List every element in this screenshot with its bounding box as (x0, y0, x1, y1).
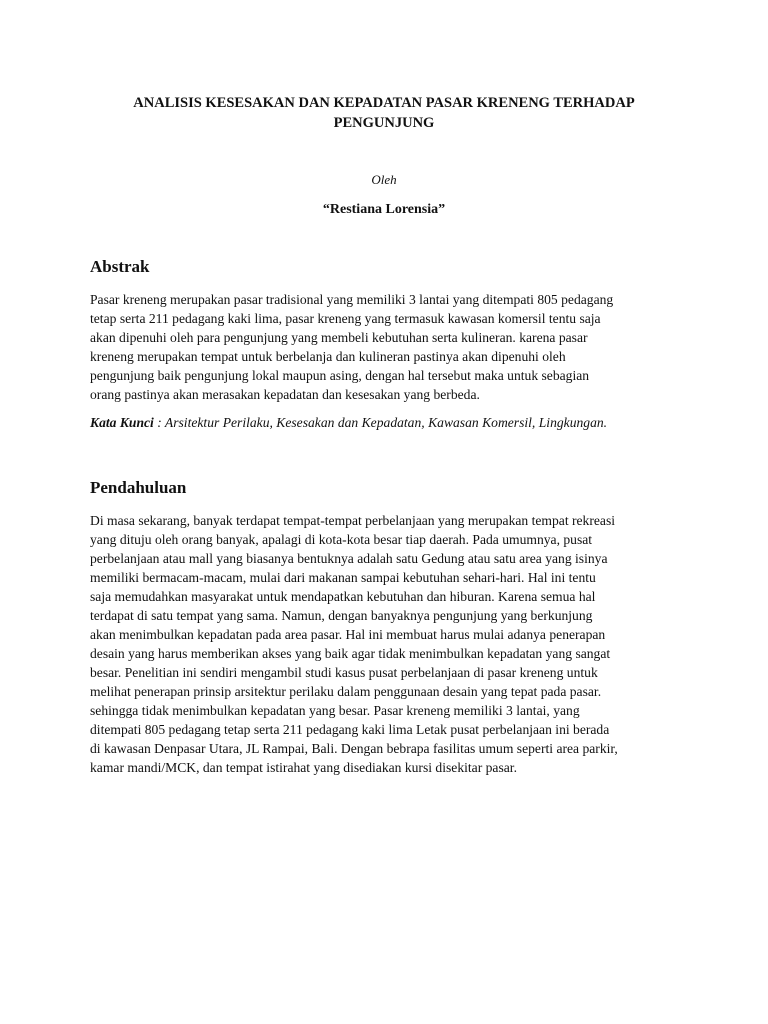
introduction-line: akan menimbulkan kepadatan pada area pasar. Hal ini membuat harus mulai adanya penerapan (90, 627, 606, 642)
paper-title-line-2: PENGUNJUNG (333, 115, 435, 131)
introduction-line: yang dituju oleh orang banyak, apalagi di kota-kota besar tiap daerah. Pada umumnya, pusat (90, 532, 593, 547)
byline-oleh: Oleh (371, 172, 397, 187)
abstract-line: pengunjung baik pengunjung lokal maupun asing, dengan hal tersebut maka untuk sebagian (90, 368, 590, 383)
introduction-line: ditempati 805 pedagang tetap serta 211 pedagang kaki lima Letak pusat perbelanjaan ini berada (90, 722, 610, 737)
introduction-paragraph (90, 511, 680, 777)
keywords-label: Kata Kunci (90, 415, 154, 430)
introduction-line: Di masa sekarang, banyak terdapat tempat-tempat perbelanjaan yang merupakan tempat rekreasi (90, 513, 616, 528)
abstract-line: Pasar kreneng merupakan pasar tradisional yang memiliki 3 lantai yang ditempati 805 pedagang (90, 292, 614, 307)
introduction-line: sehingga tidak menimbulkan kepadatan yang besar. Pasar kreneng memiliki 3 lantai, yang (90, 703, 580, 718)
introduction-line: di kawasan Denpasar Utara, JL Rampai, Bali. Dengan bebrapa fasilitas umum seperti area parkir, (90, 741, 618, 756)
keywords-line (90, 413, 690, 432)
introduction-line: besar. Penelitian ini sendiri mengambil studi kasus pusat perbelanjaan di pasar kreneng untuk (90, 665, 598, 680)
introduction-line: saja memudahkan masyarakat untuk mendapatkan kebutuhan dan hiburan. Karena semua hal (90, 589, 596, 604)
paper-title (90, 93, 678, 133)
abstract-line: kreneng merupakan tempat untuk berbelanja dan kulineran pastinya akan dipenuhi oleh (90, 349, 566, 364)
introduction-line: memiliki bermacam-macam, mulai dari makanan sampai kebutuhan sehari-hari. Hal ini tentu (90, 570, 596, 585)
introduction-line: desain yang harus memberikan akses yang baik agar tidak menimbulkan kepadatan yang sangat (90, 646, 611, 661)
introduction-line: terdapat di satu tempat yang sama. Namun, dengan banyaknya pengunjung yang berkunjung (90, 608, 593, 623)
introduction-line: perbelanjaan atau mall yang biasanya bentuknya adalah satu Gedung atau satu area yang isinya (90, 551, 608, 566)
paper-title-line-1: ANALISIS KESESAKAN DAN KEPADATAN PASAR KRENENG TERHADAP (133, 95, 635, 111)
abstract-line: orang pastinya akan merasakan kepadatan dan kesesakan yang berbeda. (90, 387, 480, 402)
introduction-line: melihat penerapan prinsip arsitektur perilaku dalam penggunaan desain yang tepat pada pasar. (90, 684, 602, 699)
abstract-heading: Abstrak (90, 257, 150, 276)
author-name: “Restiana Lorensia” (322, 202, 446, 217)
abstract-paragraph (90, 290, 680, 404)
abstract-line: tetap serta 211 pedagang kaki lima, pasar kreneng yang termasuk kawasan komersil tentu saja (90, 311, 601, 326)
introduction-heading: Pendahuluan (90, 478, 187, 497)
keywords-text: : Arsitektur Perilaku, Kesesakan dan Kepadatan, Kawasan Komersil, Lingkungan. (153, 415, 608, 430)
abstract-line: akan dipenuhi oleh para pengunjung yang membeli kebutuhan serta kulineran. karena pasar (90, 330, 588, 345)
introduction-line: kamar mandi/MCK, dan tempat istirahat yang disediakan kursi disekitar pasar. (90, 760, 517, 775)
